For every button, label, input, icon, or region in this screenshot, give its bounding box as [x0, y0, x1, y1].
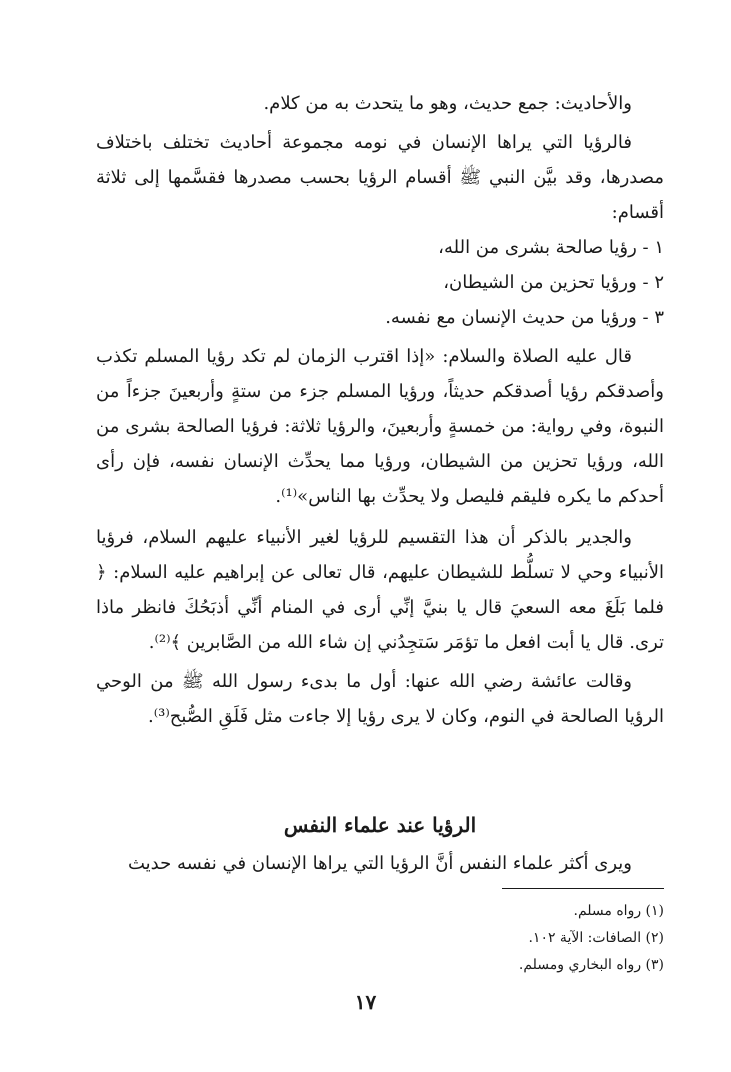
footnote-1: (١) رواه مسلم. — [573, 903, 664, 919]
paragraph-prophets-dreams: والجدير بالذكر أن هذا التقسيم للرؤيا لغير الأنبياء عليهم السلام، فرؤيا الأنبياء وحي لا تسلُّط للشيطان عليهم، قال تعالى عن إبراهيم عليه السلام: ﴿ فلما بَلَغَ معه السعيَ قال يا بنيَّ إنِّي أرى في المنام أنِّي أذبَحُكَ فانظر ماذا ترى. قال يا أبت افعل ما تؤمَر سَتجِدُني إن شاء الله من الصَّابرين ﴾⁽²⁾. — [96, 527, 664, 653]
list-item-2: ٢ - ورؤيا تحزين من الشيطان، — [443, 272, 664, 293]
list-item-1: ١ - رؤيا صالحة بشرى من الله، — [438, 237, 664, 258]
footnote-divider — [502, 888, 664, 889]
body-text-top — [96, 86, 664, 734]
footnotes — [96, 898, 664, 979]
paragraph-hadith-quote: قال عليه الصلاة والسلام: «إذا اقترب الزمان لم تكد رؤيا المسلم تكذب وأصدقكم رؤيا أصدقكم حديثاً، ورؤيا المسلم جزء من ستةٍ وأربعينَ جزءاً من النبوة، وفي رواية: من خمسةٍ وأربعينَ، والرؤيا ثلاثة: فرؤيا الصالحة بشرى من الله، ورؤيا تحزين من الشيطان، ورؤيا مما يحدِّث الإنسان نفسه، فإن رأى أحدكم ما يكره فليقم فليصل ولا يحدِّث بها الناس»⁽¹⁾. — [96, 346, 664, 507]
footnote-2: (٢) الصافات: الآية ١٠٢. — [528, 930, 664, 946]
page-number: ١٧ — [354, 990, 377, 1014]
list-item-3: ٣ - ورؤيا من حديث الإنسان مع نفسه. — [385, 307, 664, 328]
section-heading: الرؤيا عند علماء النفس — [283, 813, 477, 837]
body-text-bottom — [96, 846, 664, 881]
paragraph-psychologists: ويرى أكثر علماء النفس أنَّ الرؤيا التي يراها الإنسان في نفسه حديث — [127, 853, 632, 874]
paragraph-hadith-definition: والأحاديث: جمع حديث، وهو ما يتحدث به من كلام. — [263, 93, 632, 114]
footnote-3: (٣) رواه البخاري ومسلم. — [518, 957, 664, 973]
paragraph-aisha: وقالت عائشة رضي الله عنها: أول ما بدىء رسول الله ﷺ من الوحي الرؤيا الصالحة في النوم، وكان لا يرى رؤيا إلا جاءت مثل فَلَقِ الصُّبح⁽³⁾. — [96, 671, 664, 727]
paragraph-dream-sources: فالرؤيا التي يراها الإنسان في نومه مجموعة أحاديث تختلف باختلاف مصدرها، وقد بيَّن النبي ﷺ أقسام الرؤيا بحسب مصدرها فقسَّمها إلى ثلاثة أقسام: — [96, 132, 664, 223]
